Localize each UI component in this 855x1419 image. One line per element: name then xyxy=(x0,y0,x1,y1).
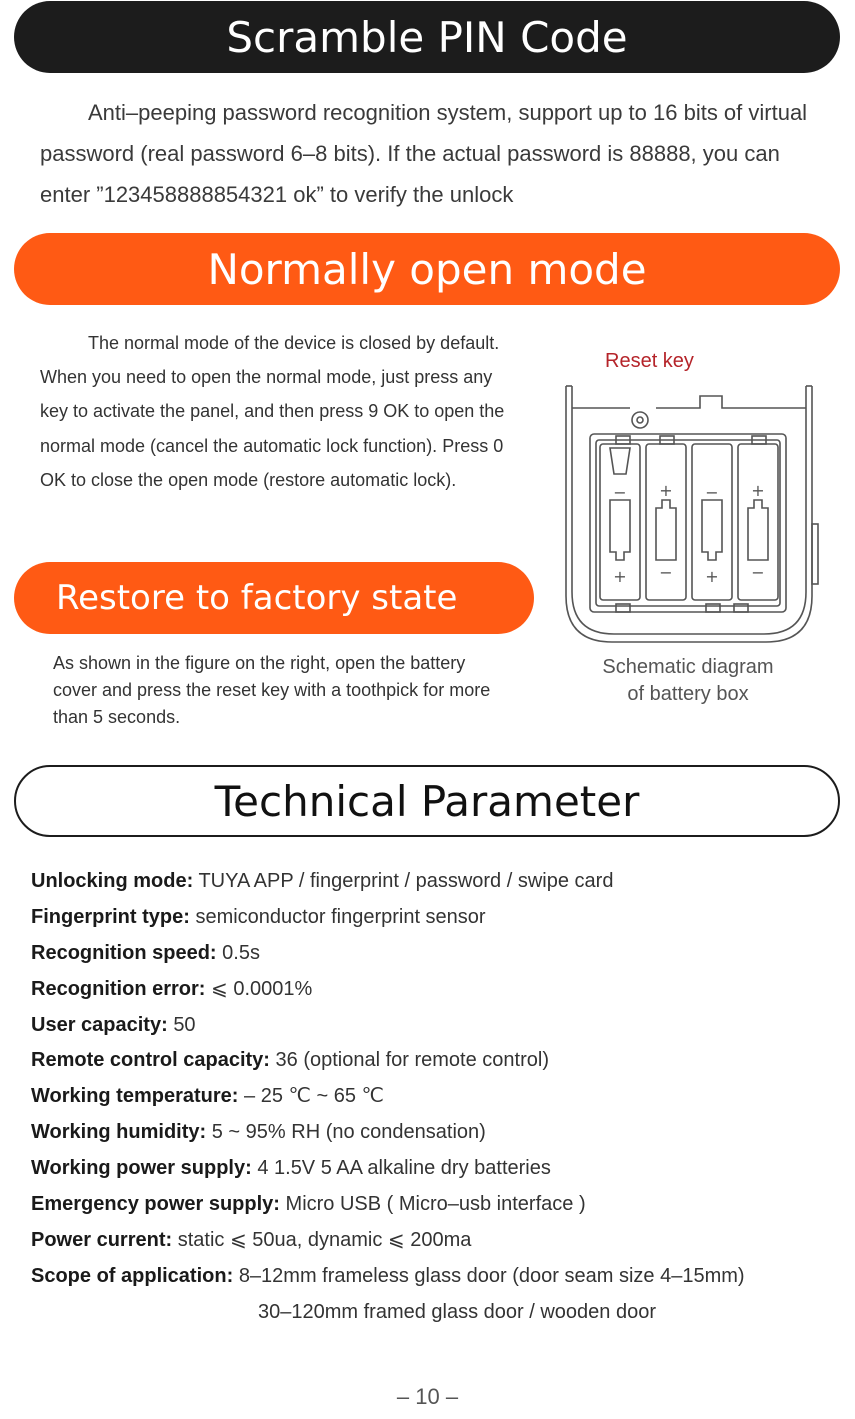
param-value: 50 xyxy=(173,1013,196,1036)
param-row xyxy=(31,1008,846,1044)
param-value: – 25 ℃ ~ 65 ℃ xyxy=(244,1085,385,1108)
param-label: Working humidity: xyxy=(31,1121,207,1144)
svg-text:+: + xyxy=(613,567,627,586)
reset-key-icon xyxy=(632,412,648,428)
param-value: 36 (optional for remote control) xyxy=(275,1049,549,1072)
param-value: 4 1.5V 5 AA alkaline dry batteries xyxy=(257,1157,551,1180)
reset-key-label: Reset key xyxy=(605,350,694,372)
param-label: User capacity: xyxy=(31,1013,168,1036)
param-value: ⩽ 0.0001% xyxy=(211,977,313,1000)
diagram-caption-line1: Schematic diagram xyxy=(602,656,774,678)
param-row xyxy=(31,1223,846,1259)
param-label: Recognition speed: xyxy=(31,941,217,964)
param-value: semiconductor fingerprint sensor xyxy=(195,905,486,928)
param-row xyxy=(31,1259,846,1295)
param-row xyxy=(31,1151,846,1187)
param-row-continuation: 30–120mm framed glass door / wooden door xyxy=(258,1300,657,1323)
svg-text:+: + xyxy=(751,481,765,500)
param-value: static ⩽ 50ua, dynamic ⩽ 200ma xyxy=(177,1228,472,1251)
param-value: 0.5s xyxy=(222,941,260,964)
svg-text:−: − xyxy=(705,483,719,502)
svg-text:+: + xyxy=(705,567,719,586)
normal-mode-title: Normally open mode xyxy=(14,233,840,305)
diagram-caption-line2: of battery box xyxy=(627,683,749,705)
param-row xyxy=(31,1115,846,1151)
param-label: Unlocking mode: xyxy=(31,870,194,892)
battery-box-inner-frame xyxy=(572,386,806,634)
param-label: Power current: xyxy=(31,1228,173,1251)
svg-text:+: + xyxy=(659,481,673,500)
param-label: Scope of application: xyxy=(31,1264,234,1287)
param-label: Recognition error: xyxy=(31,977,206,1000)
svg-text:−: − xyxy=(613,483,627,502)
param-row xyxy=(31,936,846,972)
battery-box-diagram xyxy=(560,384,820,646)
battery-box-outer xyxy=(566,386,812,642)
param-label: Working temperature: xyxy=(31,1085,239,1108)
pin-description: Anti–peeping password recognition system, support up to 16 bits of virtual password (real password 6–8 bits). If the actual password is 88888, you can enter ”123458888854321 ok” to verify the unlock xyxy=(40,100,808,207)
diagram-caption xyxy=(560,654,816,708)
param-row xyxy=(31,900,846,936)
param-row xyxy=(31,972,846,1008)
tech-section-title: Technical Parameter xyxy=(14,765,840,837)
param-row xyxy=(31,1043,846,1079)
tech-parameter-list xyxy=(31,864,846,1331)
param-label: Emergency power supply: xyxy=(31,1193,280,1216)
param-label: Working power supply: xyxy=(31,1157,252,1180)
param-label: Fingerprint type: xyxy=(31,905,190,928)
svg-text:−: − xyxy=(751,563,765,582)
param-label: Remote control capacity: xyxy=(31,1049,270,1072)
param-value: 5 ~ 95% RH (no condensation) xyxy=(211,1121,486,1144)
param-value: Micro USB ( Micro–usb interface ) xyxy=(285,1193,586,1216)
normal-mode-description: The normal mode of the device is closed by default. When you need to open the normal mode, just press any key to activate the panel, and then press 9 OK to open the normal mode (cancel the automatic lock function). Press 0 OK to close the open mode (restore automatic lock). xyxy=(40,333,505,490)
restore-description: As shown in the figure on the right, open the battery cover and press the reset key with a toothpick for more than 5 seconds. xyxy=(53,653,491,727)
pin-section-title: Scramble PIN Code xyxy=(14,1,840,73)
param-value: TUYA APP / fingerprint / password / swipe card xyxy=(198,870,614,892)
page-number: – 10 – xyxy=(396,1384,459,1409)
param-row xyxy=(31,1187,846,1223)
restore-title: Restore to factory state xyxy=(14,562,534,634)
param-row xyxy=(31,1079,846,1115)
param-value: 8–12mm frameless glass door (door seam size 4–15mm) xyxy=(238,1264,745,1287)
svg-text:−: − xyxy=(659,563,673,582)
param-row xyxy=(31,864,846,900)
